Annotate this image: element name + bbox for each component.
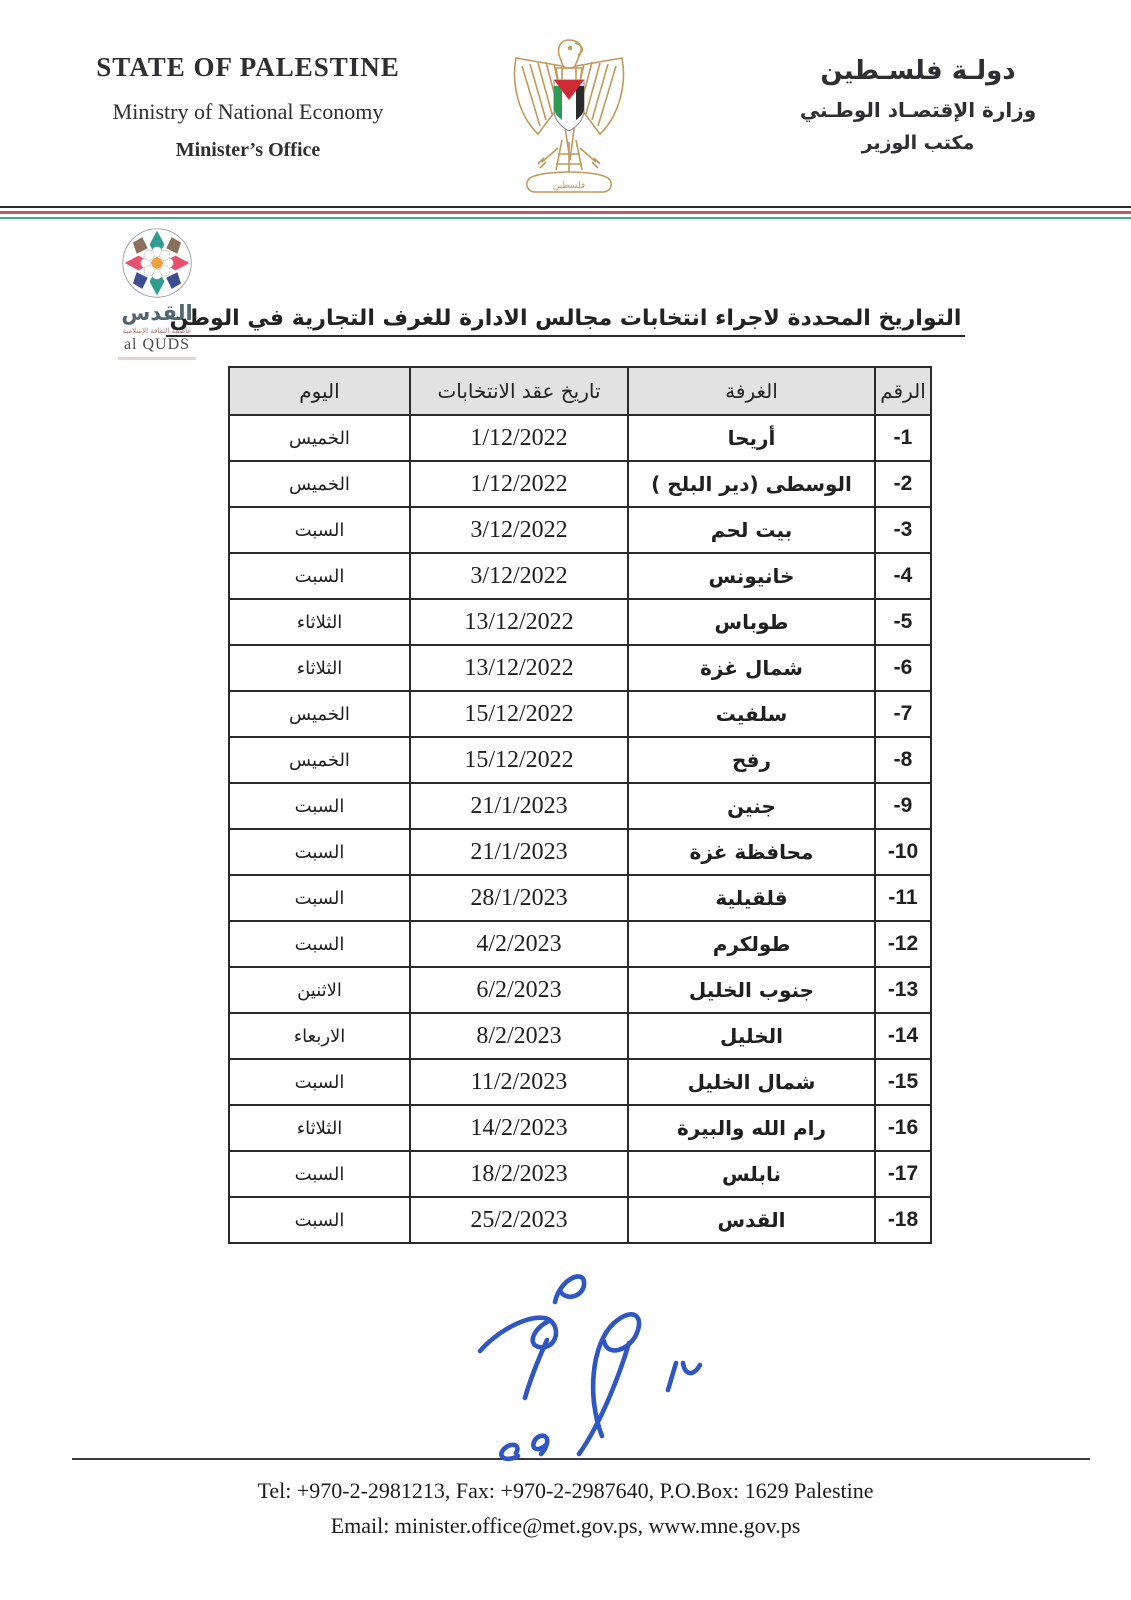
header-number: الرقم xyxy=(875,367,931,415)
footer-email-line: Email: minister.office@met.gov.ps, www.mne.gov.ps xyxy=(330,1513,801,1538)
row-date-cell: 11/2/2023 xyxy=(410,1059,628,1105)
row-chamber-cell: رفح xyxy=(628,737,875,783)
document-title: التواريخ المحددة لاجراء انتخابات مجالس الادارة للغرف التجارية في الوطن xyxy=(166,306,966,337)
row-date-cell: 8/2/2023 xyxy=(410,1013,628,1059)
header-english xyxy=(78,52,418,162)
row-number-cell: -14 xyxy=(875,1013,931,1059)
row-chamber-cell: نابلس xyxy=(628,1151,875,1197)
alquds-flower-icon xyxy=(120,226,194,300)
header-chamber: الغرفة xyxy=(628,367,875,415)
table-row xyxy=(229,737,931,783)
row-number-cell: -6 xyxy=(875,645,931,691)
row-number-cell: -5 xyxy=(875,599,931,645)
row-day-cell: الثلاثاء xyxy=(229,599,410,645)
row-day-cell: السبت xyxy=(229,1197,410,1243)
row-chamber-cell: جنين xyxy=(628,783,875,829)
table-row xyxy=(229,875,931,921)
row-date-cell: 25/2/2023 xyxy=(410,1197,628,1243)
row-number-cell: -10 xyxy=(875,829,931,875)
row-chamber-cell: جنوب الخليل xyxy=(628,967,875,1013)
row-day-cell: السبت xyxy=(229,507,410,553)
table-row xyxy=(229,1151,931,1197)
divider-black-bar xyxy=(0,206,1131,208)
office-title-ar: مكتب الوزير xyxy=(861,132,975,154)
row-day-cell: السبت xyxy=(229,1151,410,1197)
table-row xyxy=(229,967,931,1013)
row-day-cell: السبت xyxy=(229,829,410,875)
row-chamber-cell: شمال غزة xyxy=(628,645,875,691)
row-day-cell: السبت xyxy=(229,783,410,829)
table-row xyxy=(229,1059,931,1105)
table-row xyxy=(229,599,931,645)
footer-contact-line: Tel: +970-2-2981213, Fax: +970-2-2987640, P.O.Box: 1629 Palestine xyxy=(257,1478,874,1503)
emblem-banner-text: فلسطين xyxy=(552,181,586,191)
alquds-latin-label: al QUDS xyxy=(123,336,191,353)
row-number-cell: -15 xyxy=(875,1059,931,1105)
alquds-microtext-bar xyxy=(118,357,196,360)
flag-divider xyxy=(0,206,1131,219)
row-date-cell: 18/2/2023 xyxy=(410,1151,628,1197)
row-chamber-cell: طولكرم xyxy=(628,921,875,967)
row-day-cell: الاربعاء xyxy=(229,1013,410,1059)
table-row xyxy=(229,645,931,691)
row-day-cell: الخميس xyxy=(229,737,410,783)
row-date-cell: 15/12/2022 xyxy=(410,691,628,737)
row-day-cell: الثلاثاء xyxy=(229,645,410,691)
row-chamber-cell: الخليل xyxy=(628,1013,875,1059)
row-number-cell: -17 xyxy=(875,1151,931,1197)
row-date-cell: 4/2/2023 xyxy=(410,921,628,967)
alquds-arabic-label: القدس xyxy=(121,301,193,325)
row-chamber-cell: قلقيلية xyxy=(628,875,875,921)
row-date-cell: 3/12/2022 xyxy=(410,553,628,599)
row-date-cell: 14/2/2023 xyxy=(410,1105,628,1151)
table-row xyxy=(229,691,931,737)
row-date-cell: 3/12/2022 xyxy=(410,507,628,553)
table-header-row xyxy=(229,367,931,415)
palestine-eagle-emblem-icon xyxy=(508,36,630,204)
header-day: اليوم xyxy=(229,367,410,415)
row-date-cell: 6/2/2023 xyxy=(410,967,628,1013)
row-number-cell: -1 xyxy=(875,415,931,461)
row-number-cell: -9 xyxy=(875,783,931,829)
table-row xyxy=(229,1013,931,1059)
row-number-cell: -12 xyxy=(875,921,931,967)
row-chamber-cell: الوسطى (دير البلح ) xyxy=(628,461,875,507)
row-date-cell: 21/1/2023 xyxy=(410,829,628,875)
elections-table xyxy=(228,366,932,1244)
table-row xyxy=(229,921,931,967)
row-number-cell: -7 xyxy=(875,691,931,737)
header-arabic xyxy=(783,56,1053,154)
row-date-cell: 28/1/2023 xyxy=(410,875,628,921)
row-day-cell: السبت xyxy=(229,921,410,967)
row-day-cell: الخميس xyxy=(229,461,410,507)
divider-red-bar xyxy=(0,211,1131,214)
table-row xyxy=(229,829,931,875)
row-day-cell: الخميس xyxy=(229,415,410,461)
row-number-cell: -16 xyxy=(875,1105,931,1151)
row-chamber-cell: أريحا xyxy=(628,415,875,461)
row-chamber-cell: خانيونس xyxy=(628,553,875,599)
row-number-cell: -2 xyxy=(875,461,931,507)
minister-signature xyxy=(452,1248,742,1468)
row-number-cell: -3 xyxy=(875,507,931,553)
row-number-cell: -13 xyxy=(875,967,931,1013)
table-row xyxy=(229,1197,931,1243)
row-date-cell: 1/12/2022 xyxy=(410,415,628,461)
row-day-cell: الخميس xyxy=(229,691,410,737)
row-day-cell: السبت xyxy=(229,1059,410,1105)
row-day-cell: الاثنين xyxy=(229,967,410,1013)
row-date-cell: 13/12/2022 xyxy=(410,645,628,691)
ministry-title-en: Ministry of National Economy xyxy=(112,99,384,124)
row-date-cell: 15/12/2022 xyxy=(410,737,628,783)
state-title-en: STATE OF PALESTINE xyxy=(96,52,400,82)
row-chamber-cell: محافظة غزة xyxy=(628,829,875,875)
row-day-cell: الثلاثاء xyxy=(229,1105,410,1151)
row-chamber-cell: رام الله والبيرة xyxy=(628,1105,875,1151)
table-row xyxy=(229,507,931,553)
row-day-cell: السبت xyxy=(229,875,410,921)
row-number-cell: -8 xyxy=(875,737,931,783)
state-title-ar: دولـة فلسـطين xyxy=(820,56,1016,86)
table-row xyxy=(229,553,931,599)
office-title-en: Minister’s Office xyxy=(175,139,321,161)
row-number-cell: -4 xyxy=(875,553,931,599)
row-chamber-cell: طوباس xyxy=(628,599,875,645)
table-row xyxy=(229,783,931,829)
alquds-logo xyxy=(90,226,224,360)
ministry-title-ar: وزارة الإقتصـاد الوطـني xyxy=(799,98,1037,122)
divider-green-bar xyxy=(0,217,1131,219)
row-chamber-cell: شمال الخليل xyxy=(628,1059,875,1105)
table-row xyxy=(229,415,931,461)
row-chamber-cell: سلفيت xyxy=(628,691,875,737)
row-chamber-cell: بيت لحم xyxy=(628,507,875,553)
row-chamber-cell: القدس xyxy=(628,1197,875,1243)
header-date: تاريخ عقد الانتخابات xyxy=(410,367,628,415)
row-number-cell: -18 xyxy=(875,1197,931,1243)
alquds-subtitle: عاصمة الثقافة الإسلامية xyxy=(122,327,192,335)
footer xyxy=(0,1478,1131,1539)
table-row xyxy=(229,461,931,507)
row-day-cell: السبت xyxy=(229,553,410,599)
row-date-cell: 13/12/2022 xyxy=(410,599,628,645)
row-number-cell: -11 xyxy=(875,875,931,921)
table-row xyxy=(229,1105,931,1151)
row-date-cell: 21/1/2023 xyxy=(410,783,628,829)
row-date-cell: 1/12/2022 xyxy=(410,461,628,507)
